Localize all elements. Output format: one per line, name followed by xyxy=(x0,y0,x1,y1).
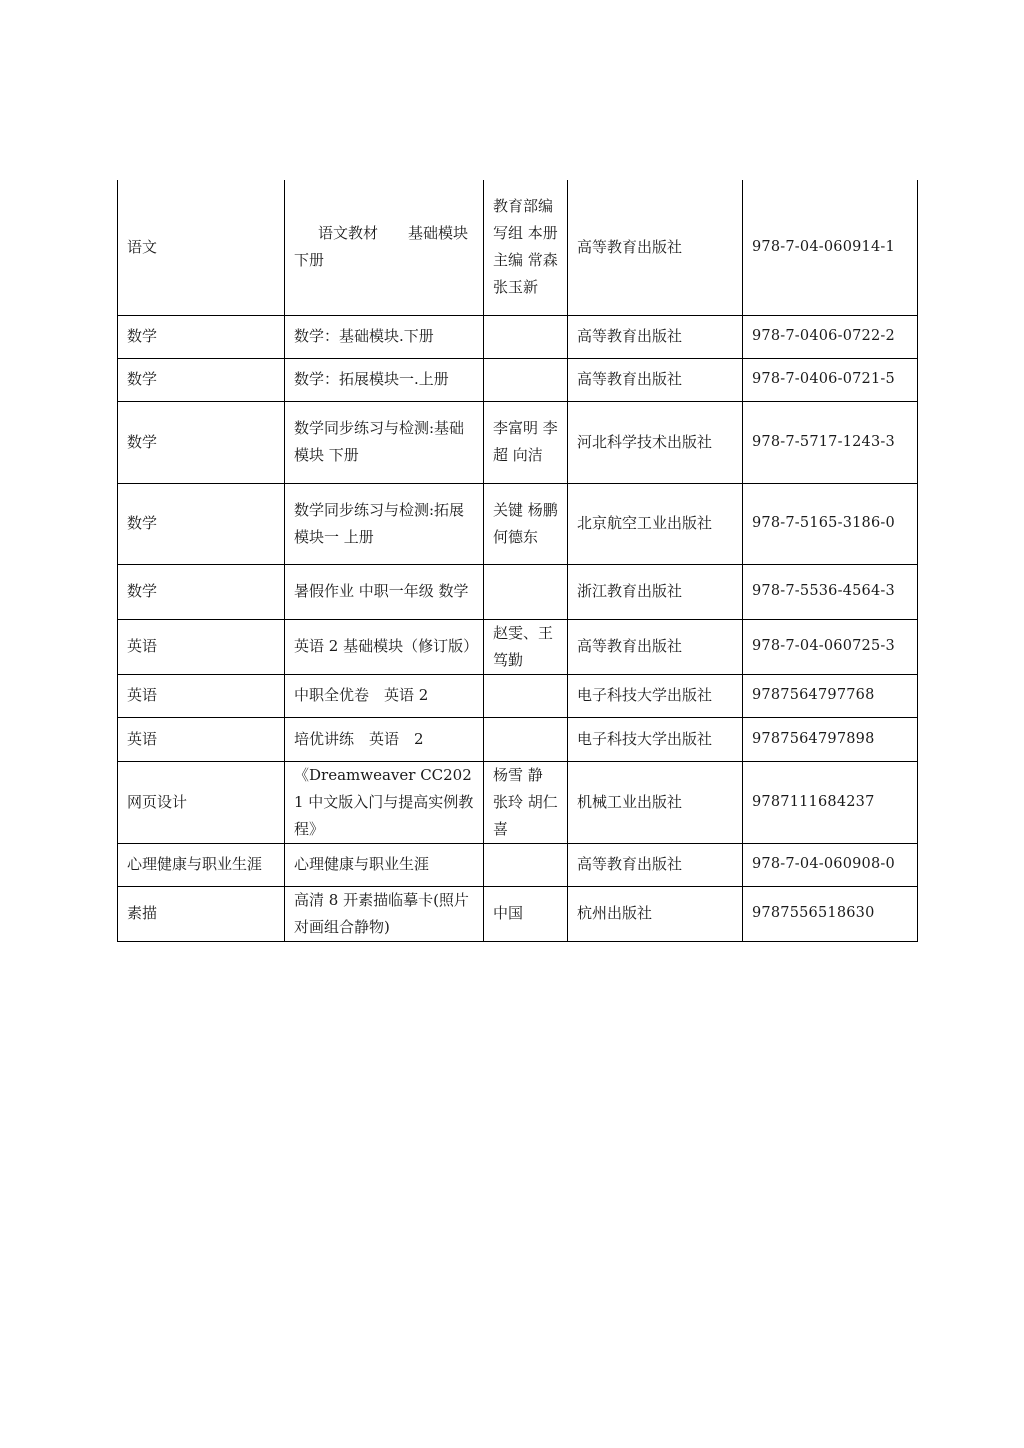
publisher-cell: 电子科技大学出版社 xyxy=(568,674,743,717)
title-cell: 《Dreamweaver CC2021 中文版入门与提高实例教程》 xyxy=(285,761,484,843)
publisher-cell: 高等教育出版社 xyxy=(568,180,743,315)
isbn-cell: 9787556518630 xyxy=(743,886,918,941)
isbn-cell: 978-7-0406-0722-2 xyxy=(743,315,918,358)
table-row xyxy=(118,315,918,358)
publisher-cell: 高等教育出版社 xyxy=(568,358,743,401)
subject-cell: 语文 xyxy=(118,180,285,315)
table-row xyxy=(118,180,918,315)
table-row xyxy=(118,761,918,843)
author-cell xyxy=(484,674,568,717)
isbn-cell: 978-7-5165-3186-0 xyxy=(743,483,918,564)
publisher-cell: 机械工业出版社 xyxy=(568,761,743,843)
table-row xyxy=(118,619,918,674)
isbn-cell: 978-7-5536-4564-3 xyxy=(743,564,918,619)
title-cell: 暑假作业 中职一年级 数学 xyxy=(285,564,484,619)
author-cell: 中国 xyxy=(484,886,568,941)
publisher-cell: 杭州出版社 xyxy=(568,886,743,941)
publisher-cell: 电子科技大学出版社 xyxy=(568,717,743,761)
isbn-cell: 9787111684237 xyxy=(743,761,918,843)
publisher-cell: 高等教育出版社 xyxy=(568,315,743,358)
author-cell: 杨雪 静 张玲 胡仁喜 xyxy=(484,761,568,843)
table-row xyxy=(118,886,918,941)
title-cell: 数学同步练习与检测:基础模块 下册 xyxy=(285,401,484,483)
title-cell: 数学：拓展模块一.上册 xyxy=(285,358,484,401)
table-row xyxy=(118,843,918,886)
author-cell xyxy=(484,358,568,401)
title-cell: 数学：基础模块.下册 xyxy=(285,315,484,358)
subject-cell: 网页设计 xyxy=(118,761,285,843)
title-cell: 英语 2 基础模块（修订版） xyxy=(285,619,484,674)
isbn-cell: 978-7-04-060725-3 xyxy=(743,619,918,674)
isbn-cell: 978-7-0406-0721-5 xyxy=(743,358,918,401)
publisher-cell: 高等教育出版社 xyxy=(568,843,743,886)
table-row xyxy=(118,483,918,564)
subject-cell: 英语 xyxy=(118,674,285,717)
author-cell xyxy=(484,717,568,761)
subject-cell: 数学 xyxy=(118,358,285,401)
subject-cell: 数学 xyxy=(118,315,285,358)
subject-cell: 数学 xyxy=(118,564,285,619)
title-cell: 数学同步练习与检测:拓展模块一 上册 xyxy=(285,483,484,564)
author-cell xyxy=(484,843,568,886)
title-cell: 语文教材 基础模块下册 xyxy=(285,180,484,315)
isbn-cell: 9787564797768 xyxy=(743,674,918,717)
subject-cell: 英语 xyxy=(118,717,285,761)
title-cell: 心理健康与职业生涯 xyxy=(285,843,484,886)
subject-cell: 心理健康与职业生涯 xyxy=(118,843,285,886)
author-cell xyxy=(484,315,568,358)
isbn-cell: 978-7-04-060914-1 xyxy=(743,180,918,315)
publisher-cell: 北京航空工业出版社 xyxy=(568,483,743,564)
author-cell xyxy=(484,564,568,619)
table-row xyxy=(118,564,918,619)
isbn-cell: 978-7-04-060908-0 xyxy=(743,843,918,886)
publisher-cell: 河北科学技术出版社 xyxy=(568,401,743,483)
publisher-cell: 浙江教育出版社 xyxy=(568,564,743,619)
author-cell: 教育部编写组 本册主编 常森 张玉新 xyxy=(484,180,568,315)
table-row xyxy=(118,674,918,717)
title-cell: 中职全优卷 英语 2 xyxy=(285,674,484,717)
textbook-table xyxy=(117,180,918,942)
subject-cell: 英语 xyxy=(118,619,285,674)
author-cell: 关键 杨鹏 何德东 xyxy=(484,483,568,564)
subject-cell: 数学 xyxy=(118,401,285,483)
table-row xyxy=(118,358,918,401)
isbn-cell: 9787564797898 xyxy=(743,717,918,761)
author-cell: 赵雯、王笃勤 xyxy=(484,619,568,674)
publisher-cell: 高等教育出版社 xyxy=(568,619,743,674)
subject-cell: 素描 xyxy=(118,886,285,941)
table-row xyxy=(118,717,918,761)
title-cell: 高清 8 开素描临摹卡(照片对画组合静物) xyxy=(285,886,484,941)
table-row xyxy=(118,401,918,483)
title-cell: 培优讲练 英语 2 xyxy=(285,717,484,761)
subject-cell: 数学 xyxy=(118,483,285,564)
isbn-cell: 978-7-5717-1243-3 xyxy=(743,401,918,483)
author-cell: 李富明 李超 向洁 xyxy=(484,401,568,483)
